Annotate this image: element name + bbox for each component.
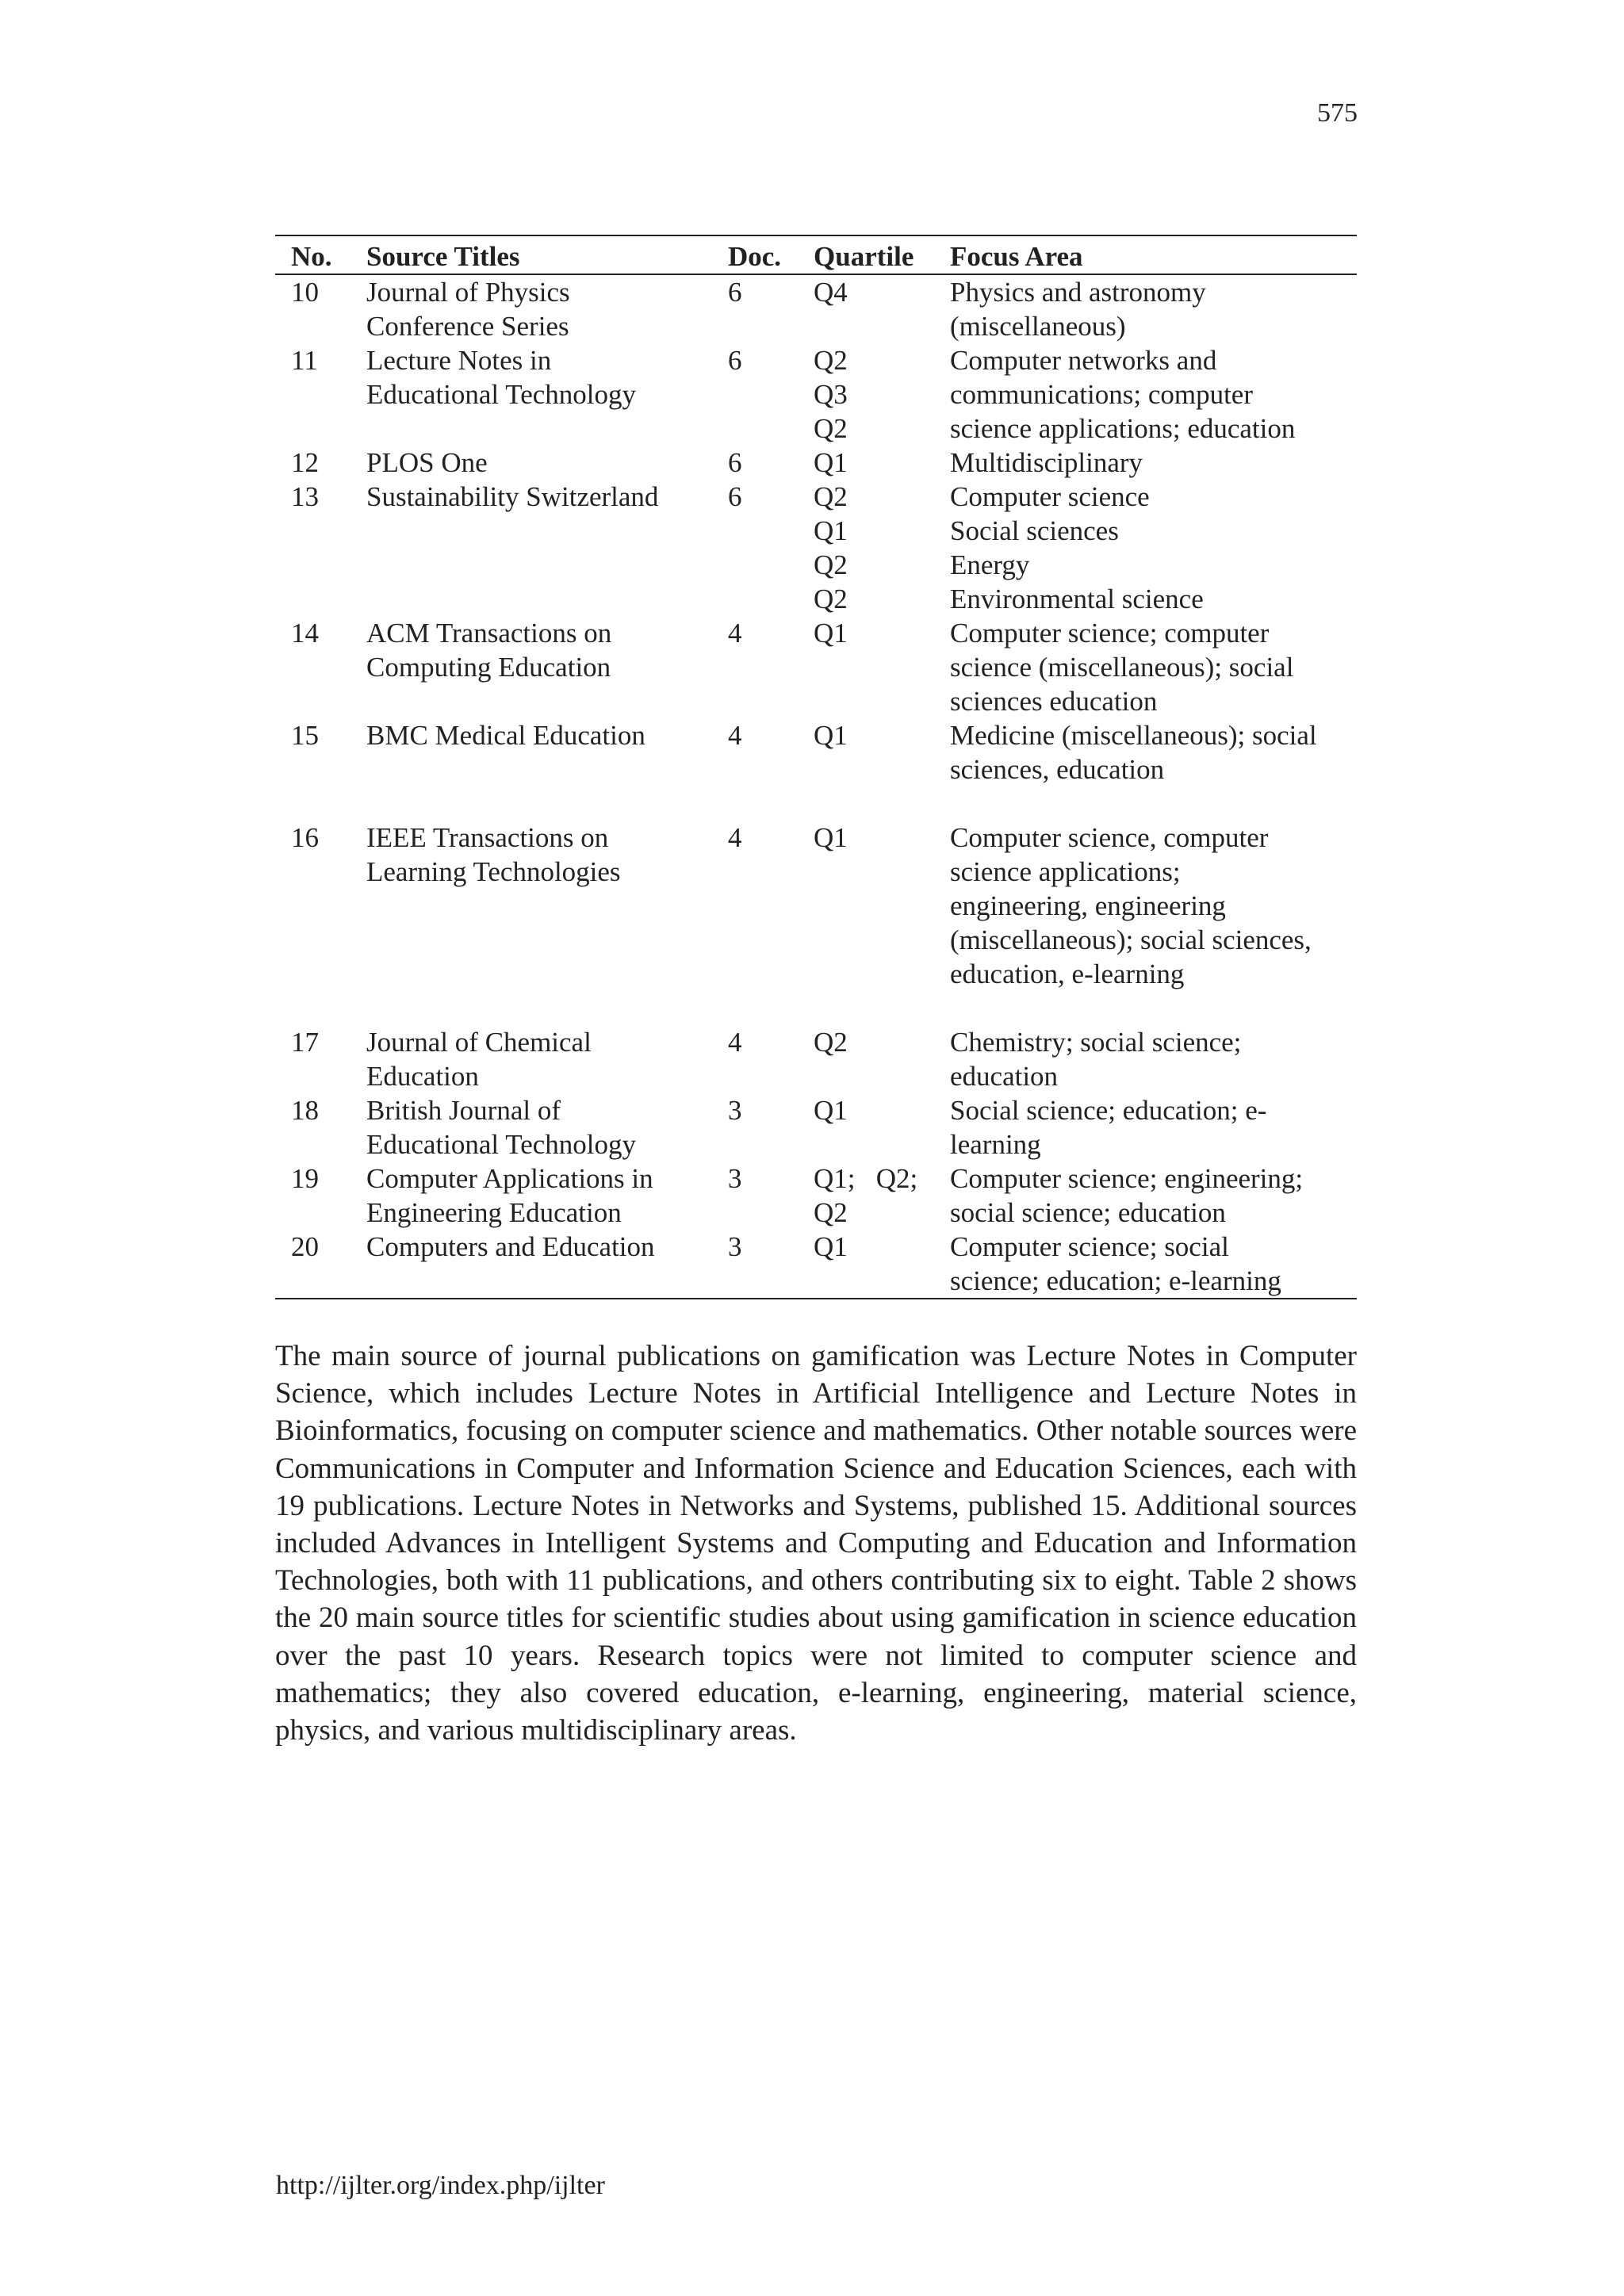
cell-source-title	[366, 718, 728, 786]
cell-no: 17	[291, 1027, 319, 1058]
cell-focus-area-line: education	[950, 1061, 1059, 1092]
cell-quartile-line: Q1	[814, 720, 848, 751]
table-row	[275, 1230, 1357, 1299]
cell-doc: 6	[728, 481, 742, 512]
cell-source-title	[366, 1230, 728, 1299]
cell-no: 13	[291, 481, 319, 512]
cell-source-title-line: Journal of Chemical	[366, 1027, 592, 1058]
cell-focus-area	[950, 1025, 1357, 1093]
cell-quartile-line: Q2	[814, 413, 848, 444]
cell-no: 16	[291, 822, 319, 853]
cell-doc: 4	[728, 720, 742, 751]
cell-source-title-line: BMC Medical Education	[366, 720, 645, 751]
cell-quartile-line: Q2	[814, 345, 848, 376]
cell-quartile-line: Q2	[814, 1197, 848, 1228]
cell-source-title-line: Conference Series	[366, 311, 569, 342]
cell-quartile-line: Q2	[814, 584, 848, 614]
cell-focus-area-line: science (miscellaneous); social	[950, 652, 1294, 683]
cell-focus-area-line: science applications;	[950, 856, 1181, 887]
cell-source-title-line: PLOS One	[366, 447, 488, 478]
cell-source-title-line: Computer Applications in	[366, 1163, 653, 1194]
table-header-row	[275, 235, 1357, 274]
cell-source-title-line: Engineering Education	[366, 1197, 622, 1228]
table-row	[275, 343, 1357, 446]
cell-no: 18	[291, 1095, 319, 1126]
table-row	[275, 616, 1357, 718]
header-no: No.	[275, 235, 366, 274]
cell-focus-area-line: Computer science	[950, 481, 1150, 512]
cell-doc: 6	[728, 447, 742, 478]
cell-source-title-line: Journal of Physics	[366, 277, 570, 308]
table-row	[275, 1161, 1357, 1230]
cell-source-title	[366, 343, 728, 446]
cell-focus-area-line: Computer science; engineering;	[950, 1163, 1304, 1194]
table-row	[275, 1025, 1357, 1093]
cell-focus-area-line: Medicine (miscellaneous); social	[950, 720, 1317, 751]
cell-doc: 4	[728, 1027, 742, 1058]
cell-focus-area-line: Computer networks and	[950, 345, 1217, 376]
cell-focus-area-line: Multidisciplinary	[950, 447, 1143, 478]
cell-focus-area	[950, 1161, 1357, 1230]
cell-quartile-line: Q1	[814, 515, 848, 546]
cell-quartile-line: Q2	[814, 549, 848, 580]
cell-source-title-line: Education	[366, 1061, 479, 1092]
cell-quartile	[814, 480, 950, 616]
cell-quartile-line: Q3	[814, 379, 848, 410]
cell-quartile-line: Q2	[814, 481, 848, 512]
cell-quartile-line: Q1	[814, 447, 848, 478]
cell-focus-area-line: (miscellaneous); social sciences,	[950, 924, 1312, 955]
header-source-titles: Source Titles	[366, 235, 728, 274]
cell-focus-area-line: Computer science, computer	[950, 822, 1269, 853]
table-row-spacer	[275, 786, 1357, 821]
table-row	[275, 274, 1357, 343]
cell-focus-area	[950, 480, 1357, 616]
cell-doc: 3	[728, 1230, 814, 1299]
cell-no: 19	[291, 1163, 319, 1194]
cell-focus-area-line: Environmental science	[950, 584, 1204, 614]
cell-quartile	[814, 821, 950, 991]
cell-focus-area	[950, 343, 1357, 446]
table-row	[275, 821, 1357, 991]
cell-doc: 6	[728, 277, 742, 308]
cell-source-title	[366, 1161, 728, 1230]
source-titles-table	[275, 235, 1357, 1299]
cell-quartile	[814, 343, 950, 446]
cell-focus-area	[950, 821, 1357, 991]
cell-source-title	[366, 1093, 728, 1161]
cell-focus-area	[950, 616, 1357, 718]
cell-quartile-line: Q2	[814, 1027, 848, 1058]
cell-quartile	[814, 1025, 950, 1093]
cell-quartile-line: Q1	[814, 822, 848, 853]
spacer-cell	[275, 991, 1357, 1025]
cell-focus-area-line: science; education; e-learning	[950, 1265, 1281, 1296]
cell-focus-area-line: communications; computer	[950, 379, 1253, 410]
cell-quartile	[814, 1230, 950, 1299]
cell-no: 10	[291, 277, 319, 308]
cell-source-title	[366, 480, 728, 616]
table-row	[275, 718, 1357, 786]
cell-source-title-line: ACM Transactions on	[366, 618, 612, 649]
cell-source-title	[366, 274, 728, 343]
cell-focus-area-line: science applications; education	[950, 413, 1296, 444]
cell-focus-area-line: (miscellaneous)	[950, 311, 1126, 342]
footer-url: http://ijlter.org/index.php/ijlter	[276, 2171, 605, 2200]
cell-focus-area-line: sciences education	[950, 686, 1158, 717]
cell-source-title-line: British Journal of	[366, 1095, 561, 1126]
cell-focus-area-line: education, e-learning	[950, 959, 1185, 989]
cell-no: 12	[291, 447, 319, 478]
cell-source-title	[366, 1025, 728, 1093]
spacer-cell	[275, 786, 1357, 821]
cell-quartile	[814, 616, 950, 718]
cell-no: 14	[291, 618, 319, 649]
table-row-spacer	[275, 991, 1357, 1025]
cell-source-title-line: IEEE Transactions on	[366, 822, 609, 853]
cell-source-title-line: Learning Technologies	[366, 856, 621, 887]
cell-focus-area-line: Social science; education; e-	[950, 1095, 1267, 1126]
cell-source-title-line: Computing Education	[366, 652, 611, 683]
table-body	[275, 274, 1357, 1299]
table-header	[275, 235, 1357, 274]
page-number: 575	[1317, 98, 1358, 128]
cell-source-title	[366, 821, 728, 991]
cell-no: 15	[291, 720, 319, 751]
cell-source-title-line: Computers and Education	[366, 1231, 655, 1262]
cell-focus-area	[950, 274, 1357, 343]
cell-focus-area-line: social science; education	[950, 1197, 1226, 1228]
cell-no: 11	[291, 345, 318, 376]
cell-source-title-line: Educational Technology	[366, 1129, 637, 1160]
body-paragraph: The main source of journal publications on gamification was Lecture Notes in Computer Science, which includes Lecture Notes in Artificial Intelligence and Lecture Notes in Bioinformatics, focusing on computer science and mathematics. Other notable sources were Communications in Computer and Information Science and Education Sciences, each with 19 publications. Lecture Notes in Networks and Systems, published 15. Additional sources included Advances in Intelligent Systems and Computing and Education and Information Technologies, both with 11 publications, and others contributing six to eight. Table 2 shows the 20 main source titles for scientific studies about using gamification in science education over the past 10 years. Research topics were not limited to computer science and mathematics; they also covered education, e-learning, engineering, material science, physics, and various multidisciplinary areas.	[275, 1340, 1357, 1747]
cell-quartile-line: Q1	[814, 1231, 848, 1262]
cell-quartile-line: Q1; Q2;	[814, 1163, 918, 1194]
cell-doc: 4	[728, 618, 742, 649]
cell-focus-area	[950, 1093, 1357, 1161]
cell-doc: 3	[728, 1163, 742, 1194]
header-focus-area: Focus Area	[950, 235, 1357, 274]
cell-focus-area-line: Physics and astronomy	[950, 277, 1206, 308]
header-doc: Doc.	[728, 235, 814, 274]
cell-quartile	[814, 446, 950, 480]
cell-quartile	[814, 718, 950, 786]
cell-focus-area-line: Computer science; social	[950, 1231, 1229, 1262]
cell-quartile	[814, 1161, 950, 1230]
cell-source-title-line: Lecture Notes in	[366, 345, 552, 376]
cell-doc: 4	[728, 822, 742, 853]
cell-doc: 6	[728, 345, 742, 376]
cell-focus-area-line: Energy	[950, 549, 1030, 580]
cell-quartile-line: Q1	[814, 618, 848, 649]
cell-focus-area-line: engineering, engineering	[950, 890, 1226, 921]
cell-focus-area-line: Computer science; computer	[950, 618, 1270, 649]
cell-source-title-line: Educational Technology	[366, 379, 637, 410]
table-row	[275, 1093, 1357, 1161]
cell-quartile-line: Q4	[814, 277, 848, 308]
cell-focus-area	[950, 1230, 1357, 1299]
cell-focus-area-line: learning	[950, 1129, 1041, 1160]
cell-focus-area-line: Chemistry; social science;	[950, 1027, 1242, 1058]
cell-focus-area-line: sciences, education	[950, 754, 1165, 785]
header-quartile: Quartile	[814, 235, 950, 274]
cell-focus-area	[950, 718, 1357, 786]
cell-quartile	[814, 274, 950, 343]
cell-source-title	[366, 446, 728, 480]
cell-focus-area	[950, 446, 1357, 480]
table-row	[275, 446, 1357, 480]
source-titles-table-container	[275, 235, 1357, 1299]
cell-source-title	[366, 616, 728, 718]
cell-focus-area-line: Social sciences	[950, 515, 1119, 546]
cell-quartile-line: Q1	[814, 1095, 848, 1126]
cell-quartile	[814, 1093, 950, 1161]
table-row	[275, 480, 1357, 616]
cell-source-title-line: Sustainability Switzerland	[366, 481, 659, 512]
cell-doc: 3	[728, 1095, 742, 1126]
cell-no: 20	[275, 1230, 366, 1299]
